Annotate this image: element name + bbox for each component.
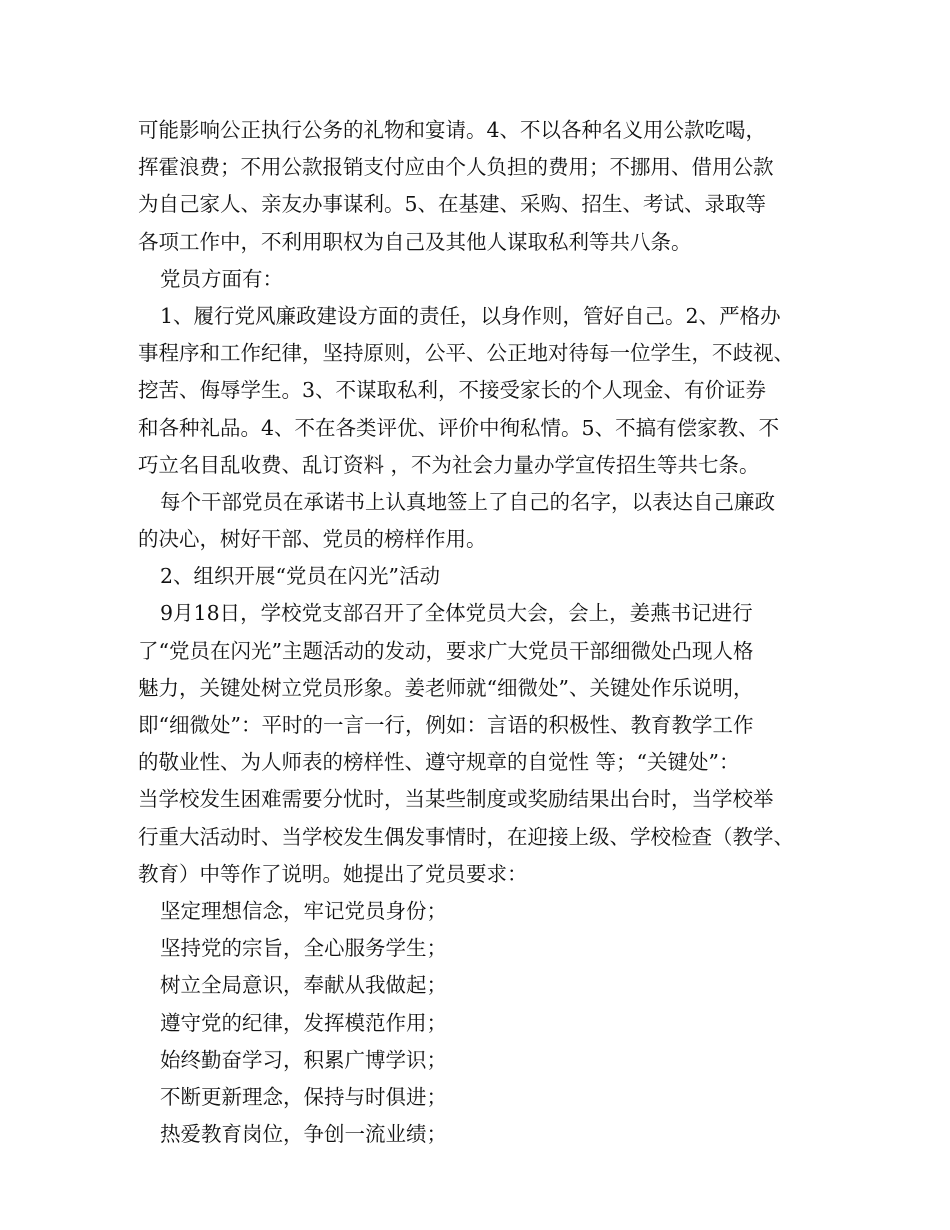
text-line: 即“细微处”：平时的一言一行，例如：言语的积极性、教育教学工作	[138, 713, 754, 737]
text-line: 挖苦、侮辱学生。3、不谋取私利，不接受家长的个人现金、有价证券	[138, 378, 767, 403]
text-line: 了“党员在闪光”主题活动的发动，要求广大党员干部细微处凸现人格	[138, 638, 754, 663]
text-line: 党员方面有：	[160, 266, 283, 291]
text-line: 的敬业性、为人师表的榜样性、遵守规章的自觉性 等；“关键处”：	[138, 750, 740, 775]
text-line: 热爱教育岗位，争创一流业绩；	[160, 1122, 447, 1147]
text-line: 魅力，关键处树立党员形象。姜老师就“细微处”、关键处作乐说明，	[138, 675, 754, 700]
text-line: 教育）中等作了说明。她提出了党员要求：	[138, 861, 528, 886]
text-line: 坚定理想信念，牢记党员身份；	[160, 898, 447, 923]
text-line: 各项工作中，不利用职权为自己及其他人谋取私利等共八条。	[138, 229, 692, 254]
text-line: 9月18日，学校党支部召开了全体党员大会，会上，姜燕书记进行	[160, 601, 753, 626]
text-line: 挥霍浪费；不用公款报销支付应由个人负担的费用；不挪用、借用公款	[138, 155, 774, 180]
text-line: 坚持党的宗旨，全心服务学生；	[160, 936, 447, 961]
text-line: 1、履行党风廉政建设方面的责任，以身作则，管好自己。2、严格办	[160, 303, 781, 328]
text-line: 巧立名目乱收费、乱订资料 ，不为社会力量办学宣传招生等共七条。	[138, 452, 760, 477]
text-line: 遵守党的纪律，发挥模范作用；	[160, 1010, 447, 1035]
text-line: 行重大活动时、当学校发生偶发事情时，在迎接上级、学校检查（教学、	[138, 824, 794, 849]
text-line: 为自己家人、亲友办事谋利。5、在基建、采购、招生、考试、录取等	[138, 192, 767, 217]
text-line: 2、组织开展“党员在闪光”活动	[160, 564, 441, 589]
text-line: 事程序和工作纪律，坚持原则，公平、公正地对待每一位学生，不歧视、	[138, 341, 794, 366]
document-body	[138, 112, 838, 1153]
text-line: 始终勤奋学习，积累广博学识；	[160, 1047, 447, 1072]
text-line: 不断更新理念，保持与时俱进；	[160, 1084, 447, 1109]
text-line: 的决心，树好干部、党员的榜样作用。	[138, 527, 487, 552]
text-line: 树立全局意识，奉献从我做起；	[160, 973, 447, 998]
text-line: 可能影响公正执行公务的礼物和宴请。4、不以各种名义用公款吃喝，	[138, 118, 767, 142]
text-line: 每个干部党员在承诺书上认真地签上了自己的名字，以表达自己廉政	[160, 489, 775, 514]
text-line: 和各种礼品。4、不在各类评优、评价中徇私情。5、不搞有偿家教、不	[138, 415, 780, 440]
text-line: 当学校发生困难需要分忧时，当某些制度或奖励结果出台时，当学校举	[138, 787, 774, 812]
